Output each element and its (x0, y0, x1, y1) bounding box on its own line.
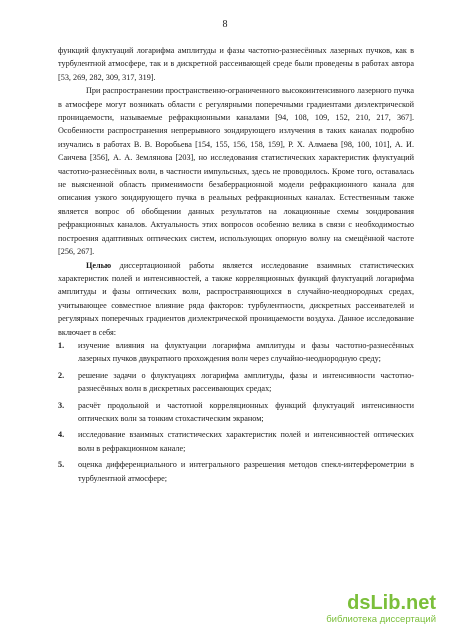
list-text: расчёт продольной и частотной корреляционных функций флуктуаций интенсивности оптических волн за тонким стохастическим экраном; (78, 400, 414, 423)
site-watermark[interactable] (326, 592, 436, 625)
list-number: 2. (58, 370, 65, 380)
goal-text: диссертационной работы является исследование взаимных статистических характеристик полей и интенсивностей, а также корреляционных функций флуктуаций логарифма амплитуды и фазы оптических волн, распространяющихся в случайно-неоднородных средах, учитывающее совместное влияние ряда факторов: турбулентности, дискретных рассеивателей и регулярных поперечных градиентов диэлектрической проницаемости воздуха. Данное исследование включает в себя: (58, 260, 414, 337)
watermark-subtitle: библиотека диссертаций (326, 614, 436, 625)
list-number: 4. (58, 430, 65, 440)
document-body (58, 44, 414, 488)
list-text: решение задачи о флуктуациях логарифма амплитуды, фазы и интенсивности частотно-разнесённых волн в дискретных рассеивающих средах; (78, 370, 414, 394)
list-text: исследование взаимных статистических характеристик полей и интенсивностей оптических волн в рефракционном канале; (78, 430, 414, 453)
list-number: 1. (58, 340, 65, 350)
paragraph-continuation: функций флуктуаций логарифма амплитуды и фазы частотно-разнесённых лазерных пучков, как в турбулентной атмосфере, так и в дискретной рассеивающей среде были проведены в работах автора [53, 269, 282, 309, 317, 319]. (58, 46, 414, 82)
list-item (58, 428, 414, 455)
list-text: оценка дифференциального и интегрального разрешения методов спекл-интерферометрии в турбулентной атмосфере; (78, 460, 414, 483)
list-item (58, 399, 414, 426)
watermark-logo: dsLib.net (347, 592, 436, 614)
list-item (58, 369, 414, 396)
paragraph-goal (58, 259, 414, 339)
paragraph-refraction-channels: При распространении пространственно-ограниченного высокоинтенсивного лазерного пучка в атмосфере могут возникать области с регулярными поперечными градиентами диэлектрической проницаемости, называемые рефракционными каналами [94, 108, 109, 152, 210, 217, 367]. Особенности распространения непрерывного зондирующего излучения в таких каналах подробно изучались в работах В. В. Воробьева [154, 155, 156, 158, 159], Р. Х. Алмаева [98, 100, 101], А. И. Саичева [356], А. А. Землянова [203], но исследования статистических характеристик флуктуаций частотно-разнесённых волн, в частности импульсных, здесь не проводилось. Кроме того, оставалась не выясненной область применимости безаберрационной модели рефракционного канала для описания узкого зондирующего пучка в реальных рефракционных каналах. Естественным также является вопрос об обобщении данных результатов на локационные схемы зондирования рефракционных каналов. Актуальность этих вопросов особенно велика в связи с необходимостью построения адаптивных оптических систем, использующих опорную волну на смещённой частоте [256, 267]. (58, 86, 414, 257)
list-text: изучение влияния на флуктуации логарифма амплитуды и фазы частотно-разнесённых лазерных пучков двукратного прохождения волн через случайно-неоднородную среду; (78, 340, 414, 364)
list-number: 5. (58, 460, 65, 470)
list-item (58, 458, 414, 485)
goal-lead-word: Целью (86, 260, 112, 270)
list-number: 3. (58, 400, 65, 410)
page-number: 8 (222, 19, 228, 30)
list-item (58, 339, 414, 366)
